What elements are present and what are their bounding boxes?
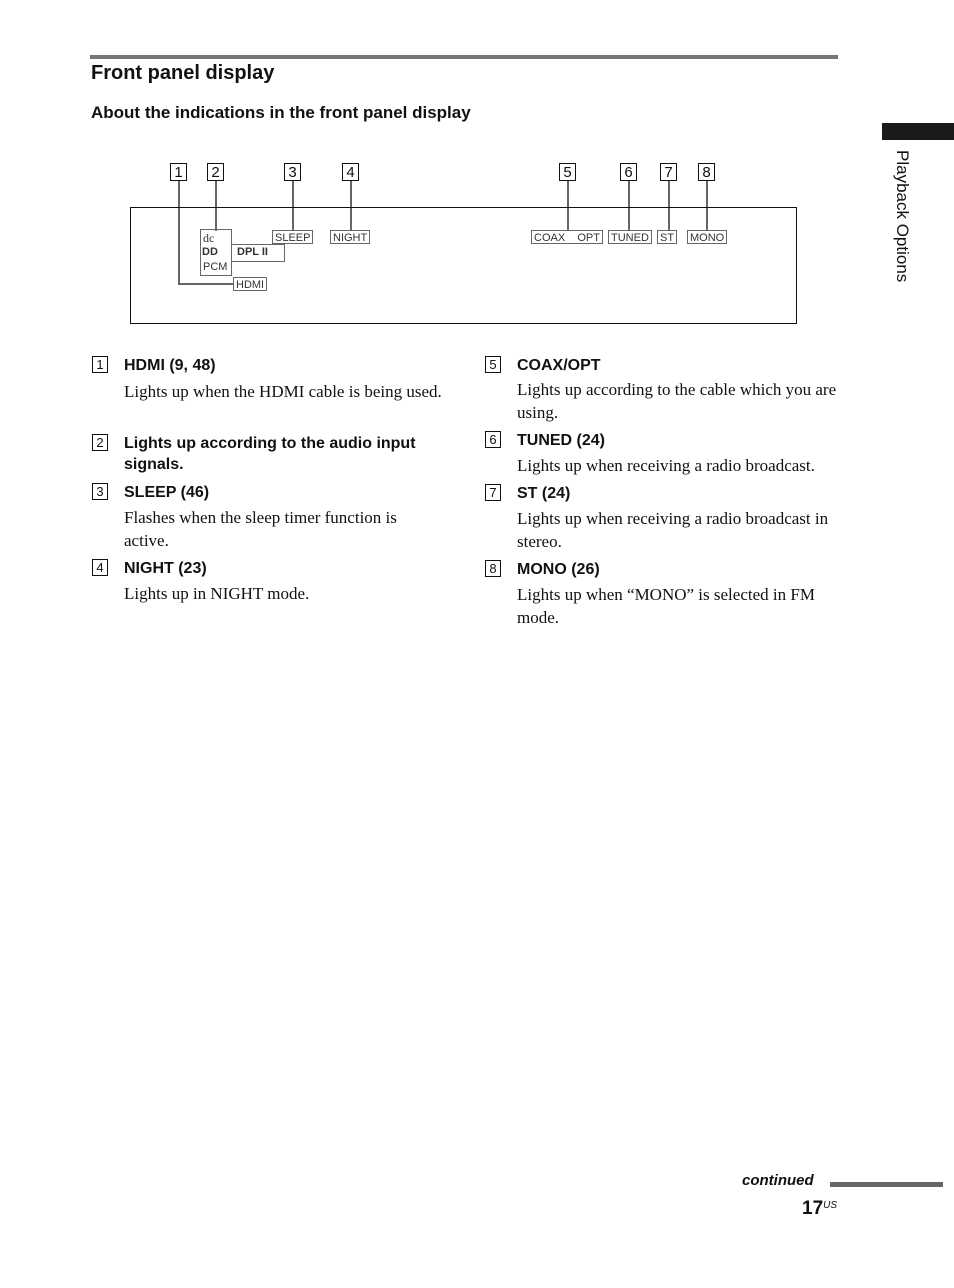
item-number: 6 bbox=[485, 431, 501, 448]
hdmi-indicator: HDMI bbox=[233, 277, 267, 291]
item-number: 7 bbox=[485, 484, 501, 501]
opt-label: OPT bbox=[577, 232, 600, 244]
item-title: TUNED (24) bbox=[517, 432, 606, 449]
pcm-indicator: PCM bbox=[203, 261, 228, 273]
sleep-indicator: SLEEP bbox=[272, 230, 313, 244]
item-number: 5 bbox=[485, 356, 501, 373]
item-description: Lights up when “MONO” is selected in FM mode. bbox=[517, 585, 815, 627]
item-number: 2 bbox=[92, 434, 108, 451]
diagram-callout-3: 3 bbox=[284, 163, 301, 181]
item-number: 4 bbox=[92, 559, 108, 576]
item-title: SLEEP (46) bbox=[124, 484, 210, 501]
item-number: 8 bbox=[485, 560, 501, 577]
diagram-callout-7: 7 bbox=[660, 163, 677, 181]
item-title: HDMI (9, 48) bbox=[124, 357, 216, 374]
section-title: Front panel display bbox=[91, 62, 275, 84]
item-description: Lights up when receiving a radio broadcast in stereo. bbox=[517, 509, 829, 551]
item-title: NIGHT (23) bbox=[124, 560, 207, 577]
page-number: $17^{US}$ bbox=[802, 1198, 838, 1219]
diagram-callout-8: 8 bbox=[698, 163, 715, 181]
dolby-logo-icon: dc bbox=[203, 231, 215, 245]
item-number: 1 bbox=[92, 356, 108, 373]
diagram-callout-4: 4 bbox=[342, 163, 359, 181]
night-indicator: NIGHT bbox=[330, 230, 370, 244]
item-description: Lights up when the HDMI cable is being used. bbox=[124, 382, 442, 401]
continued-label: continued bbox=[742, 1172, 814, 1189]
item-number: 3 bbox=[92, 483, 108, 500]
diagram-callout-1: 1 bbox=[170, 163, 187, 181]
item-title: COAX/OPT bbox=[517, 357, 601, 374]
diagram-callout-6: 6 bbox=[620, 163, 637, 181]
item-description: Lights up when receiving a radio broadcast. bbox=[517, 456, 815, 475]
tuned-indicator: TUNED bbox=[608, 230, 652, 244]
coax-label: COAX bbox=[534, 232, 566, 244]
item-description: Lights up in NIGHT mode. bbox=[124, 584, 310, 603]
item-title: Lights up according to the audio input signals. bbox=[124, 435, 416, 473]
diagram-callout-5: 5 bbox=[559, 163, 576, 181]
item-title: MONO (26) bbox=[517, 561, 600, 578]
item-description: Lights up according to the cable which you are using. bbox=[517, 380, 837, 422]
top-rule bbox=[90, 55, 838, 59]
st-indicator: ST bbox=[657, 230, 677, 244]
subsection-title: About the indications in the front panel display bbox=[91, 103, 471, 122]
continued-bar bbox=[830, 1182, 943, 1187]
dolby-pl2-indicator: DPL II bbox=[237, 246, 268, 258]
item-description: Flashes when the sleep timer function is active. bbox=[124, 508, 397, 550]
side-tab-marker bbox=[882, 123, 954, 140]
side-tab-label: Playback Options bbox=[893, 150, 912, 283]
coax-opt-indicator bbox=[531, 230, 603, 244]
mono-indicator: MONO bbox=[687, 230, 727, 244]
item-title: ST (24) bbox=[517, 485, 571, 502]
diagram-callout-2: 2 bbox=[207, 163, 224, 181]
dolby-digital-indicator: DD bbox=[202, 246, 218, 258]
